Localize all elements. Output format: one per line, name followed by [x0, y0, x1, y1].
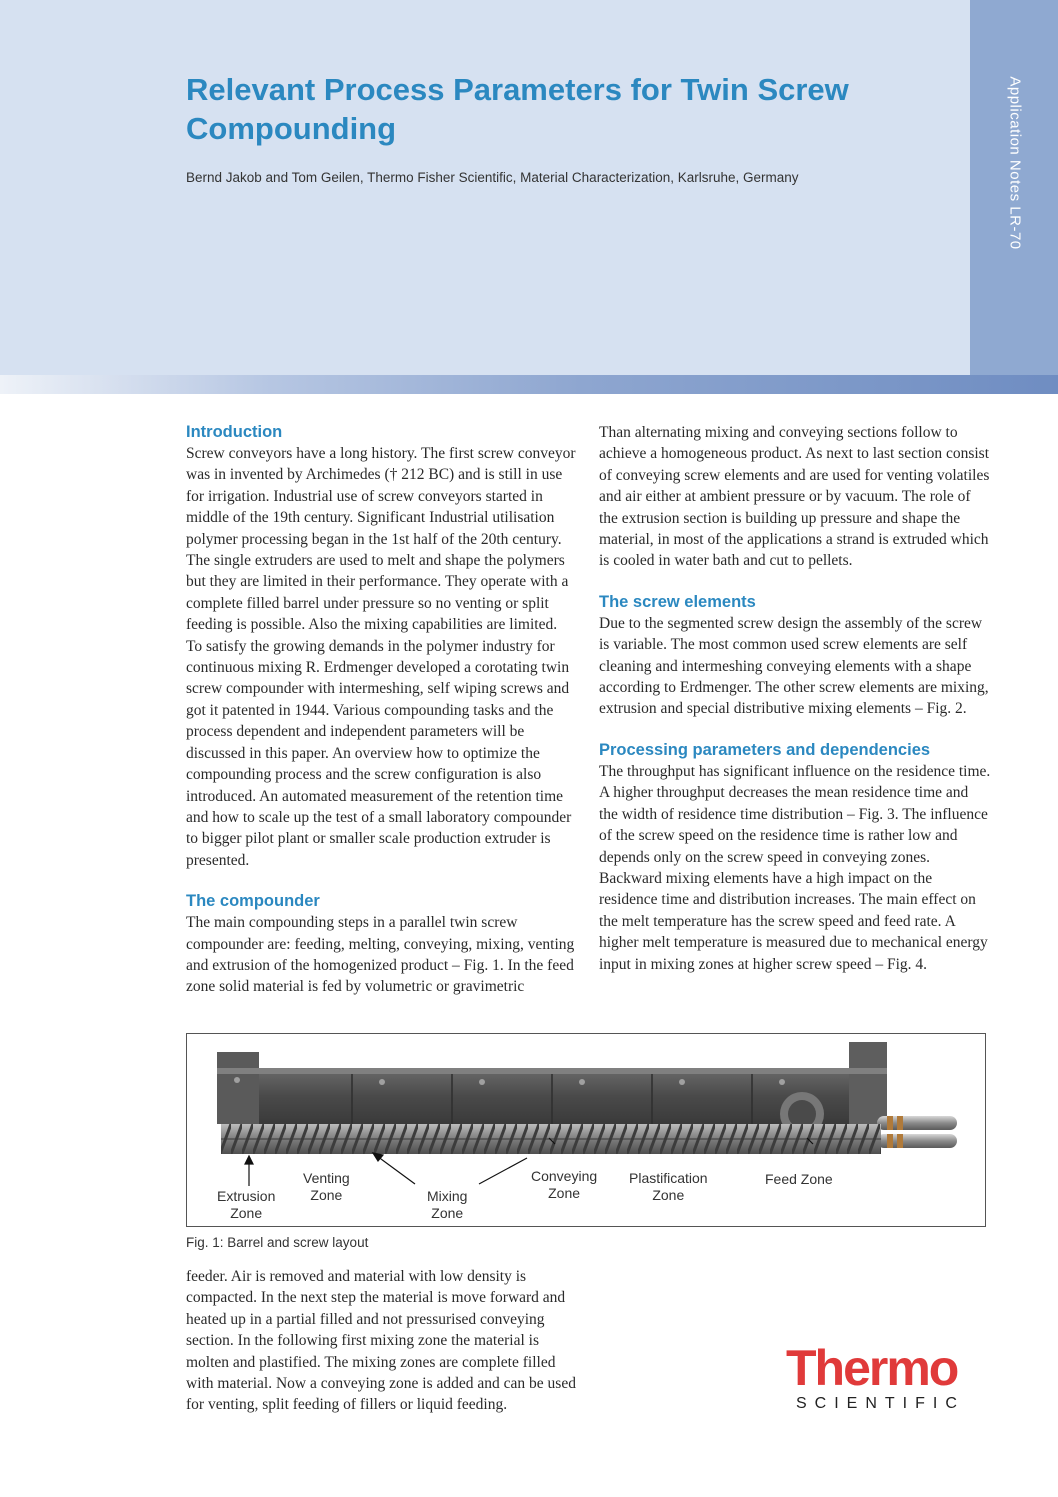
compounder-paragraph-1: The main compounding steps in a parallel twin screw compounder are: feeding, melting, conveying, mixing, venting and extrusion of the homogenized product – Fig. 1. In the feed zone solid material is fed by volumetric or gravimetric: [186, 914, 575, 996]
figure-barrel-screw: [186, 1033, 986, 1227]
label-conveying-zone: Conveying Zone: [531, 1168, 598, 1201]
intro-heading: Introduction: [186, 423, 283, 441]
screw-elements-paragraph: Due to the segmented screw design the assembly of the screw is variable. The most common used screw elements are self cleaning and intermeshing conveying elements with a shape according to Erdmenger. The other screw elements are mixing, extrusion and special distributive mixing elements – Fig. 2.: [599, 614, 989, 718]
screw-elements-heading: The screw elements: [599, 592, 756, 611]
page-title: Relevant Process Parameters for Twin Screw Compounding: [186, 72, 849, 146]
intro-paragraph-1: Screw conveyors have a long history. The first screw conveyor was in invented by Archimedes († 212 BC) and is still in use for irrigation. Industrial use of screw conveyors started in middle of the 19th century. Significant Industrial utilisation polymer processing began in the 1st half of the 20th century. The single extruders are used to melt and shape the polymers but they are limited in their performance. They operate with a complete filled barrel under pressure so no venting or split feeding is possible. Also the mixing capabilities are limited.: [186, 445, 576, 634]
barrel-end-left: [217, 1052, 259, 1124]
right-column: [599, 422, 991, 975]
figure-caption: Fig. 1: Barrel and screw layout: [186, 1235, 369, 1250]
bottom-column: [186, 1266, 578, 1416]
compounder-paragraph-2: feeder. Air is removed and material with low density is compacted. In the next step the material is move forward and heated up in a partial filled and not pressurised conveying section. In the following first mixing zone the material is molten and plastified. The mixing zones are complete filled with material. Now a conveying zone is added and can be used for venting, split feeding of fillers or liquid feeding.: [186, 1268, 576, 1414]
authors-line: Bernd Jakob and Tom Geilen, Thermo Fisher Scientific, Material Characterization, Karlsruhe, Germany: [186, 170, 799, 185]
label-mixing-zone: Mixing Zone: [427, 1188, 468, 1221]
compounder-heading: The compounder: [186, 892, 320, 911]
header-band: [0, 0, 970, 375]
barrel-end-right: [849, 1042, 887, 1124]
thermo-logo-wordmark: Thermo: [786, 1340, 958, 1396]
left-column: [186, 422, 578, 998]
label-plastification-zone: Plastification Zone: [629, 1170, 708, 1203]
label-feed-zone: Feed Zone: [765, 1171, 833, 1187]
scientific-logo-wordmark: SCIENTIFIC: [796, 1395, 965, 1412]
label-extrusion-zone: Extrusion Zone: [217, 1188, 276, 1221]
processing-parameters-paragraph: The throughput has significant influence on the residence time. A higher throughput decreases the mean residence time and the width of residence time distribution – Fig. 3. The influence of the screw speed on the residence time is rather low and depends only on the screw speed in conveying zones. Backward mixing elements have a high impact on the residence time and distribution increases. The main effect on the melt temperature has the screw speed and feed rate. A higher melt temperature is measured due to mechanical energy input in mixing zones at higher screw speed – Fig. 4.: [599, 762, 991, 973]
divider-band: [0, 375, 1058, 394]
mixing-paragraph: Than alternating mixing and conveying sections follow to achieve a homogeneous product. As next to last section consist of conveying screw elements and are used for venting volatiles and air either at ambient pressure or by vacuum. The role of the extrusion section is building up pressure and shape the material, in most of the applications a strand is extruded which is cooled in water bath and cut to pellets.: [599, 424, 990, 570]
intro-paragraph-2: To satisfy the growing demands in the polymer industry for continuous mixing R. Erdmenger developed a corotating twin screw compounder with intermeshing, self wiping screws and got it patented in 1944. Various compounding tasks and the process dependent and independent parameters will be discussed in this paper. An overview how to optimize the compounding process and the screw configuration is also introduced. An automated measurement of the retention time and how to scale up the test of a small laboratory compounder to bigger pilot plant or smaller scale production extruder is presented.: [186, 637, 572, 869]
processing-parameters-heading: Processing parameters and dependencies: [599, 740, 931, 759]
label-venting-zone: Venting Zone: [303, 1170, 350, 1203]
